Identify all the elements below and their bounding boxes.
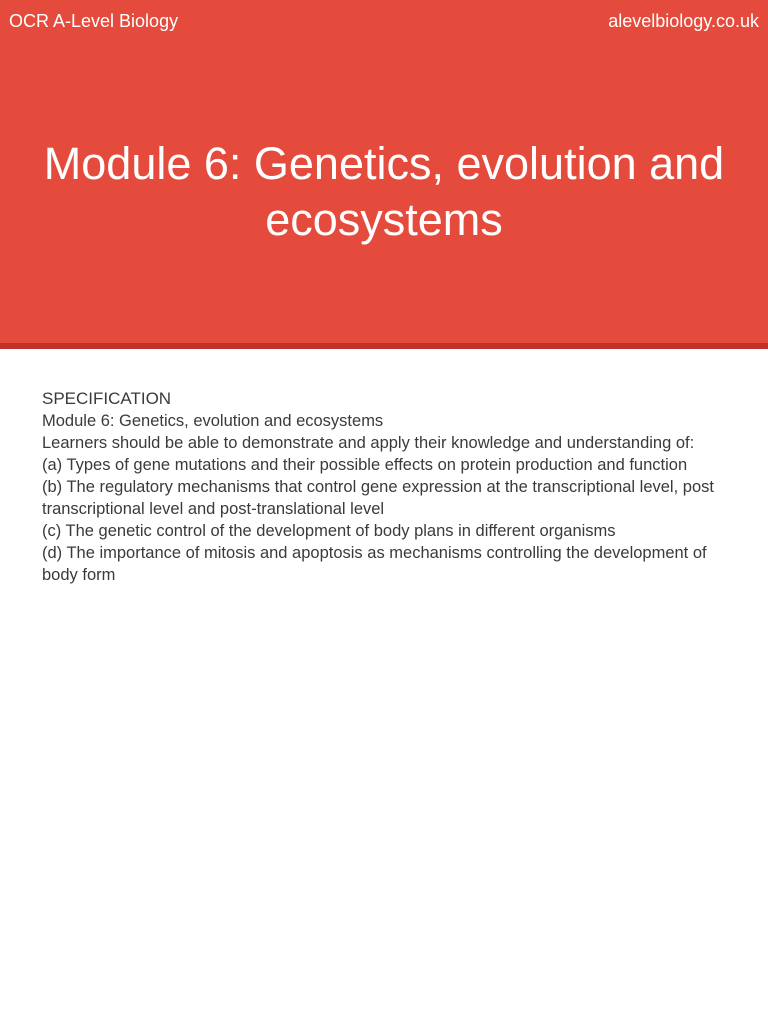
brand-label: OCR A-Level Biology xyxy=(9,11,179,31)
specification-item-b: (b) The regulatory mechanisms that control gene expression at the transcriptional level, post transcriptional level and post-translational level xyxy=(42,478,714,518)
site-url-link[interactable]: alevelbiology.co.uk xyxy=(608,11,759,31)
specification-section xyxy=(42,388,742,586)
specification-item-d: (d) The importance of mitosis and apoptosis as mechanisms controlling the development of body form xyxy=(42,544,707,584)
specification-module: Module 6: Genetics, evolution and ecosystems xyxy=(42,412,384,430)
specification-intro: Learners should be able to demonstrate and apply their knowledge and understanding of: xyxy=(42,434,695,452)
page-title: Module 6: Genetics, evolution and ecosystems xyxy=(43,138,725,245)
specification-heading: SPECIFICATION xyxy=(42,389,172,408)
header-divider xyxy=(0,343,768,349)
specification-item-a: (a) Types of gene mutations and their possible effects on protein production and function xyxy=(42,456,688,474)
specification-item-c: (c) The genetic control of the development of body plans in different organisms xyxy=(42,522,616,540)
